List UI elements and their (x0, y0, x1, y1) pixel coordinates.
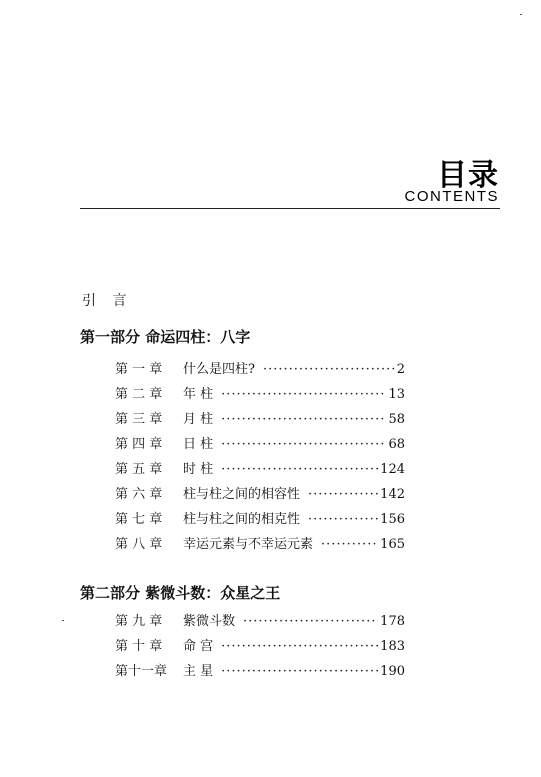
scan-speck (520, 14, 522, 15)
toc-entry[interactable] (115, 660, 405, 685)
chapter-number: 第十一章 (115, 664, 168, 679)
toc-entry[interactable] (115, 635, 405, 660)
dot-leader (308, 487, 378, 502)
dot-leader (221, 664, 378, 679)
page-number: 2 (396, 362, 405, 377)
page-number: 142 (380, 487, 405, 502)
chapter-title: 紫微斗数 (183, 614, 236, 629)
chapter-title: 时 柱 (183, 462, 214, 477)
chapter-number: 第 七 章 (115, 512, 163, 527)
chapter-title: 主 星 (183, 664, 214, 679)
chapter-title: 日 柱 (183, 437, 214, 452)
chapter-number: 第 四 章 (115, 437, 163, 452)
page-number: 58 (388, 412, 405, 427)
toc-entry[interactable] (115, 533, 405, 558)
page-number: 68 (388, 437, 405, 452)
header-rule (80, 208, 500, 209)
page-number: 178 (380, 614, 405, 629)
chapter-number: 第 十 章 (115, 639, 163, 654)
toc-entry[interactable] (115, 458, 405, 483)
page-title: 目录 (437, 158, 499, 193)
page-number: 156 (380, 512, 405, 527)
page-subtitle: CONTENTS (404, 188, 499, 205)
dot-leader (321, 537, 378, 552)
dot-leader (221, 437, 386, 452)
page-number: 124 (380, 462, 405, 477)
toc-entry-intro[interactable]: 引 言 (82, 293, 133, 309)
toc-entry[interactable] (115, 610, 405, 635)
chapter-title: 什么是四柱? (183, 362, 255, 377)
chapter-number: 第 五 章 (115, 462, 163, 477)
page-number: 183 (380, 639, 405, 654)
chapter-number: 第 八 章 (115, 537, 163, 552)
scan-speck (62, 620, 64, 621)
chapter-title: 命 宫 (183, 639, 214, 654)
chapter-title: 幸运元素与不幸运元素 (183, 537, 314, 552)
toc-entry[interactable] (115, 433, 405, 458)
chapter-number: 第 九 章 (115, 614, 163, 629)
page-number: 165 (380, 537, 405, 552)
chapter-title: 柱与柱之间的相容性 (183, 487, 301, 502)
dot-leader (243, 614, 378, 629)
chapter-title: 柱与柱之间的相克性 (183, 512, 301, 527)
page-number: 13 (388, 387, 405, 402)
part-heading-1: 第一部分 命运四柱：八字 (80, 328, 251, 346)
part-heading-2: 第二部分 紫微斗数：众星之王 (80, 584, 281, 602)
chapter-title: 年 柱 (183, 387, 214, 402)
dot-leader (221, 387, 386, 402)
chapter-title: 月 柱 (183, 412, 214, 427)
toc-entry[interactable] (115, 358, 405, 383)
dot-leader (308, 512, 378, 527)
chapter-number: 第 二 章 (115, 387, 163, 402)
dot-leader (221, 462, 378, 477)
chapter-list-part-2 (115, 610, 405, 685)
toc-entry[interactable] (115, 483, 405, 508)
dot-leader (221, 639, 378, 654)
chapter-number: 第 六 章 (115, 487, 163, 502)
dot-leader (221, 412, 386, 427)
toc-entry[interactable] (115, 408, 405, 433)
toc-entry[interactable] (115, 508, 405, 533)
dot-leader (263, 362, 395, 377)
chapter-number: 第 一 章 (115, 362, 163, 377)
toc-entry[interactable] (115, 383, 405, 408)
chapter-number: 第 三 章 (115, 412, 163, 427)
chapter-list-part-1 (115, 358, 405, 558)
page-number: 190 (380, 664, 405, 679)
